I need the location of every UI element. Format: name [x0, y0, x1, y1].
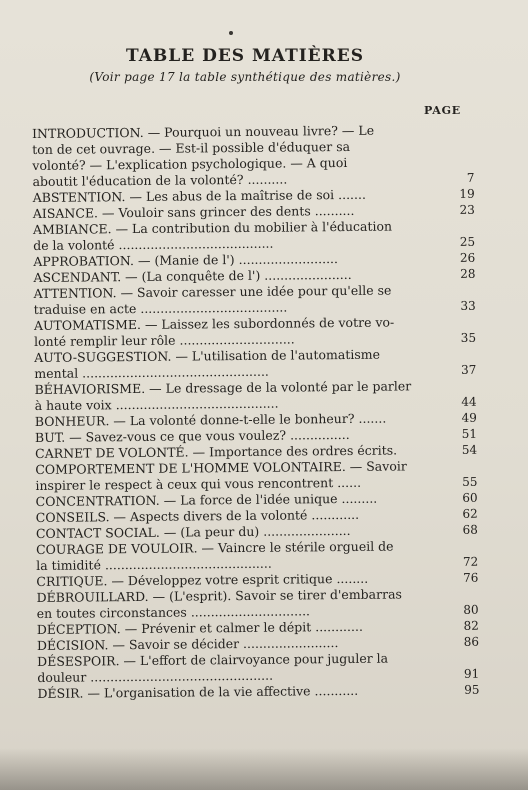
- toc-entry-text: COURAGE DE VOULOIR. — Vaincre le stérile orgueil de la timidité ..........................................: [35, 538, 394, 573]
- toc-entry-text: ATTENTION. — Savoir caresser une idée pour qu'elle se traduise en acte .....................................: [33, 282, 392, 317]
- toc-entry-text: INTRODUCTION. — Pourquoi un nouveau livre? — Le ton de cet ouvrage. — Est-il possible d'éduquer sa volonté? — L'explication psychologique. — A quoi aboutit l'éducation de la volonté? ..........: [32, 122, 375, 189]
- toc-entry-page: 55: [462, 474, 478, 489]
- toc-entry-text: BONHEUR. — La volonté donne-t-elle le bonheur? .......: [34, 410, 387, 429]
- toc-entry-text: CRITIQUE. — Développez votre esprit critique ........: [36, 570, 369, 589]
- toc-entry-page: 62: [462, 506, 478, 521]
- toc-entry-page: 72: [462, 554, 479, 569]
- toc-entry-page: 80: [463, 602, 479, 617]
- toc-entry-text: DÉSIR. — L'organisation de la vie affective ...........: [37, 682, 359, 701]
- toc-entry-page: 19: [459, 186, 475, 201]
- toc-entry-text: DÉBROUILLARD. — (L'esprit). Savoir se tirer d'embarras en toutes circonstances ..............................: [36, 586, 402, 621]
- toc-entry-auto-suggestion: [34, 346, 476, 382]
- toc-entry-page: 23: [459, 202, 475, 217]
- toc-entry-text: BUT. — Savez-vous ce que vous voulez? ...............: [34, 426, 350, 445]
- toc-entry-text: DÉSESPOIR. — L'effort de clairvoyance pour juguler la douleur ..............................................: [37, 650, 389, 685]
- toc-entry-text: AMBIANCE. — La contribution du mobilier à l'éducation de la volonté .......................................: [32, 218, 393, 253]
- toc-entry-behaviorisme: [34, 378, 476, 414]
- toc-entry-page: 37: [461, 362, 477, 377]
- page-title: TABLE DES MATIÈRES: [125, 46, 364, 66]
- toc-entry-page: 49: [461, 410, 477, 425]
- toc-entry-text: CARNET DE VOLONTÉ. — Importance des ordres écrits.: [35, 442, 398, 461]
- toc-entry-courage-de-vouloir: [36, 538, 478, 574]
- page-edge-shadow: [0, 748, 528, 790]
- toc-entry-text: AUTOMATISME. — Laissez les subordonnés de votre vo- lonté remplir leur rôle .............................: [33, 314, 395, 349]
- toc-entry-page: 68: [462, 522, 478, 537]
- toc-entry-text: COMPORTEMENT DE L'HOMME VOLONTAIRE. — Savoir inspirer le respect à ceux qui vous rencontrent ......: [35, 458, 407, 493]
- toc-entry-text: CONTACT SOCIAL. — (La peur du) ......................: [35, 522, 351, 541]
- table-of-contents: [32, 122, 480, 702]
- toc-entry-desir: [37, 682, 479, 702]
- toc-entry-page: 82: [463, 618, 479, 633]
- toc-entry-page: 60: [462, 490, 478, 505]
- toc-entry-page: 86: [463, 634, 480, 649]
- toc-entry-page: 28: [460, 266, 476, 281]
- toc-entry-page: 54: [461, 442, 478, 457]
- toc-entry-text: ABSTENTION. — Les abus de la maîtrise de soi .......: [32, 186, 366, 205]
- toc-entry-text: CONCENTRATION. — La force de l'idée unique .........: [35, 490, 378, 509]
- toc-entry-page: 7: [466, 170, 475, 185]
- toc-entry-page: 33: [460, 298, 476, 313]
- toc-entry-text: APPROBATION. — (Manie de l') .........................: [33, 251, 339, 269]
- toc-entry-comportement: [35, 458, 477, 494]
- toc-entry-page: 95: [464, 682, 480, 697]
- toc-entry-text: DÉCEPTION. — Prévenir et calmer le dépit ............: [36, 618, 363, 637]
- toc-entry-page: 35: [460, 330, 477, 345]
- toc-entry-text: CONSEILS. — Aspects divers de la volonté ............: [35, 506, 360, 525]
- toc-entry-page: 91: [463, 666, 480, 681]
- toc-entry-text: AUTO-SUGGESTION. — L'utilisation de l'automatisme mental ...............................................: [34, 346, 381, 381]
- toc-entry-page: 76: [463, 570, 479, 585]
- toc-entry-text: DÉCISION. — Savoir se décider ........................: [36, 635, 339, 653]
- decorative-dot: [229, 31, 233, 35]
- toc-entry-page: 51: [461, 426, 478, 441]
- page-column-label: PAGE: [424, 104, 461, 117]
- toc-entry-page: 44: [461, 394, 477, 409]
- page-subtitle: (Voir page 17 la table synthétique des matières.): [89, 70, 401, 84]
- toc-entry-introduction: [32, 122, 475, 190]
- toc-entry-text: BÉHAVIORISME. — Le dressage de la volonté par le parler à haute voix .........................................: [34, 378, 412, 413]
- toc-entry-desespoir: [37, 650, 479, 686]
- toc-entry-ambiance: [33, 218, 475, 254]
- toc-entry-text: AISANCE. — Vouloir sans grincer des dents ..........: [32, 202, 355, 221]
- toc-entry-page: 26: [459, 250, 476, 265]
- toc-entry-page: 25: [459, 234, 476, 249]
- toc-entry-attention: [34, 282, 476, 318]
- toc-entry-debrouillard: [36, 586, 478, 622]
- toc-entry-text: ASCENDANT. — (La conquête de l') ......................: [33, 266, 352, 285]
- toc-entry-automatisme: [34, 314, 476, 350]
